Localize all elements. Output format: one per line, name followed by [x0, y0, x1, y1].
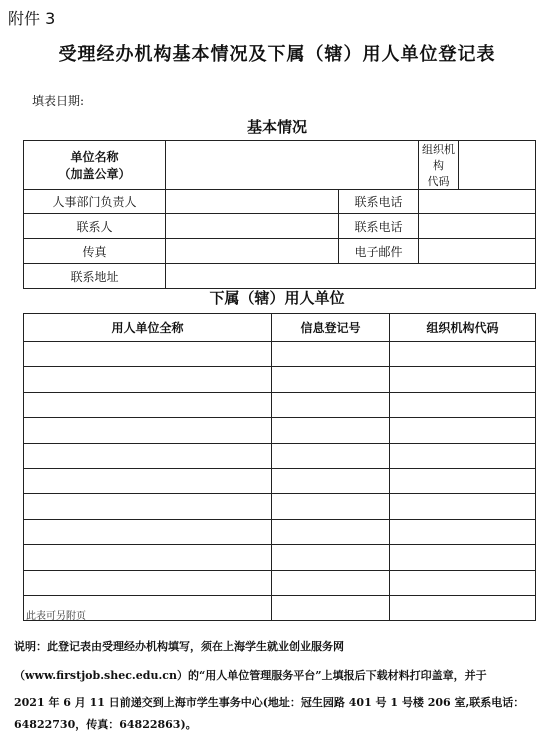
unit-name-cell[interactable]: [24, 545, 272, 570]
note-line-4: 64822730，传真：64822863)。: [14, 718, 197, 731]
unit-name-label-line2: （加盖公章）: [58, 167, 131, 181]
registration-no-cell[interactable]: [272, 545, 390, 570]
attach-page-note: 此表可另附页: [26, 611, 86, 622]
registration-no-cell[interactable]: [272, 392, 390, 417]
table-row: [24, 468, 536, 493]
fill-date-label: 填表日期:: [32, 94, 85, 108]
subsidiary-table: [23, 313, 536, 621]
email-label: 电子邮件: [339, 239, 419, 264]
registration-no-cell[interactable]: [272, 519, 390, 544]
table-row: [24, 367, 536, 392]
org-code-cell[interactable]: [390, 595, 536, 620]
phone-field-2[interactable]: [419, 214, 536, 239]
phone-label-2: 联系电话: [339, 214, 419, 239]
table-row: [24, 342, 536, 367]
table-row: [24, 545, 536, 570]
registration-no-cell[interactable]: [272, 468, 390, 493]
org-code-label-line2: 代码: [427, 175, 450, 188]
registration-no-cell[interactable]: [272, 494, 390, 519]
unit-name-cell[interactable]: [24, 342, 272, 367]
org-code-cell[interactable]: [390, 418, 536, 443]
unit-name-cell[interactable]: [24, 519, 272, 544]
basic-info-table: [23, 140, 536, 289]
org-code-field[interactable]: [459, 141, 536, 190]
table-row: [24, 392, 536, 417]
org-code-cell[interactable]: [390, 494, 536, 519]
hr-head-label: 人事部门负责人: [24, 190, 166, 214]
table-row: [24, 494, 536, 519]
unit-name-label-line1: 单位名称: [70, 150, 119, 164]
subsidiary-section-title: 下属（辖）用人单位: [209, 289, 345, 307]
phone-field-1[interactable]: [419, 190, 536, 214]
org-code-cell[interactable]: [390, 367, 536, 392]
unit-name-cell[interactable]: [24, 367, 272, 392]
table-row: [24, 443, 536, 468]
org-code-label-line1: 组织机构: [422, 143, 456, 172]
registration-no-cell[interactable]: [272, 443, 390, 468]
registration-no-cell[interactable]: [272, 367, 390, 392]
fax-field[interactable]: [166, 239, 339, 264]
attachment-label: 附件 3: [8, 9, 56, 28]
registration-no-cell[interactable]: [272, 342, 390, 367]
contact-person-field[interactable]: [166, 214, 339, 239]
column-header-registration-no: 信息登记号: [272, 314, 390, 342]
unit-name-cell[interactable]: [24, 443, 272, 468]
unit-name-cell[interactable]: [24, 494, 272, 519]
fax-label: 传真: [24, 239, 166, 264]
subsidiary-table-body: [24, 342, 536, 621]
org-code-cell[interactable]: [390, 545, 536, 570]
org-code-cell[interactable]: [390, 443, 536, 468]
document-title: 受理经办机构基本情况及下属（辖）用人单位登记表: [58, 44, 496, 65]
org-code-cell[interactable]: [390, 570, 536, 595]
contact-person-label: 联系人: [24, 214, 166, 239]
email-field[interactable]: [419, 239, 536, 264]
org-code-cell[interactable]: [390, 519, 536, 544]
note-line-3: 2021 年 6 月 11 日前递交到上海市学生事务中心(地址：冠生园路 401 号 1 号楼 206 室,联系电话：: [14, 696, 525, 709]
org-code-label: [419, 141, 459, 190]
column-header-org-code: 组织机构代码: [390, 314, 536, 342]
registration-no-cell[interactable]: [272, 418, 390, 443]
table-row: [24, 595, 536, 620]
org-code-cell[interactable]: [390, 342, 536, 367]
registration-no-cell[interactable]: [272, 595, 390, 620]
table-row: [24, 418, 536, 443]
unit-name-label: [24, 141, 166, 190]
hr-head-field[interactable]: [166, 190, 339, 214]
address-label: 联系地址: [24, 264, 166, 289]
unit-name-field[interactable]: [166, 141, 419, 190]
table-row: [24, 519, 536, 544]
org-code-cell[interactable]: [390, 468, 536, 493]
address-field[interactable]: [166, 264, 536, 289]
registration-no-cell[interactable]: [272, 570, 390, 595]
unit-name-cell[interactable]: [24, 468, 272, 493]
table-row: [24, 570, 536, 595]
note-line-1: 说明：此登记表由受理经办机构填写，须在上海学生就业创业服务网: [14, 640, 344, 653]
org-code-cell[interactable]: [390, 392, 536, 417]
note-line-2: （www.firstjob.shec.edu.cn）的“用人单位管理服务平台”上填报后下载材料打印盖章，并于: [14, 669, 487, 682]
basic-info-section-title: 基本情况: [246, 118, 307, 136]
unit-name-cell[interactable]: [24, 570, 272, 595]
column-header-unit-name: 用人单位全称: [24, 314, 272, 342]
unit-name-cell[interactable]: [24, 392, 272, 417]
phone-label-1: 联系电话: [339, 190, 419, 214]
unit-name-cell[interactable]: [24, 418, 272, 443]
